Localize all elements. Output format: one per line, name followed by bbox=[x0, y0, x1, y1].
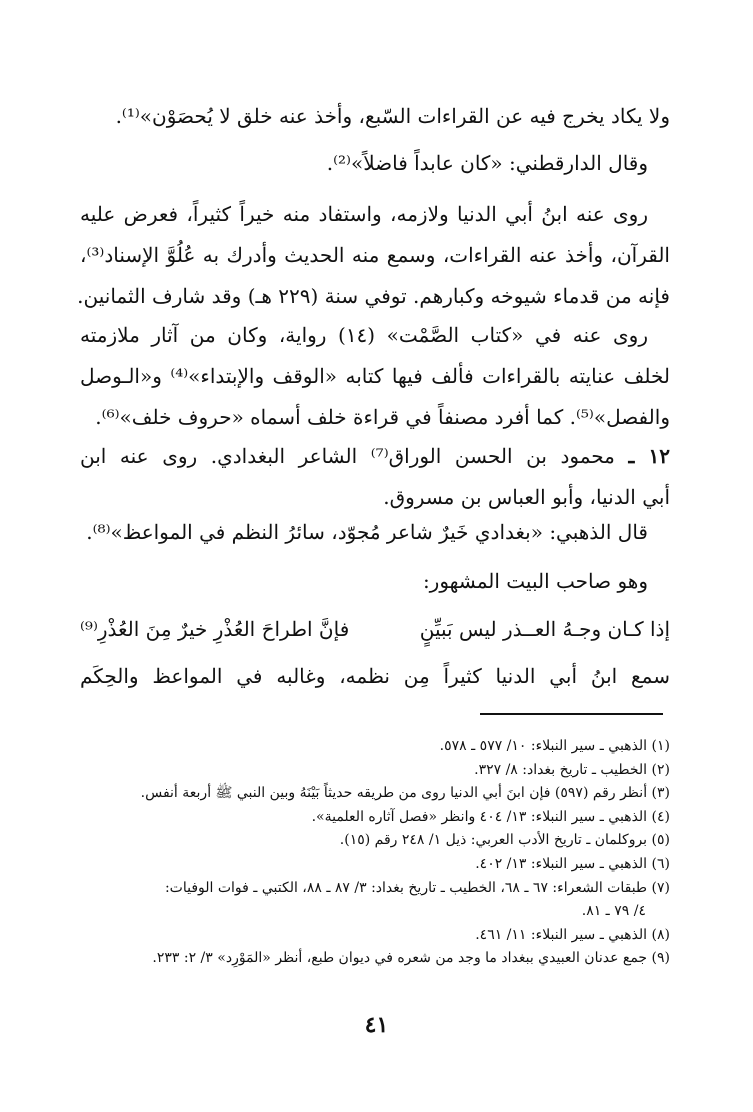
text-line: فإنه من قدماء شيوخه وكبارهم. توفي سنة (٢٢٩ هـ) وقد شارف الثمانين. bbox=[77, 284, 670, 308]
text-line: روى عنه ابنُ أبي الدنيا ولازمه، واستفاد منه خيراً كثيراً، فعرض عليه bbox=[80, 202, 648, 226]
text-line: وقال الدارقطني: «كان عابداً فاضلاً»⁽²⁾. bbox=[326, 151, 648, 175]
paragraph-1 bbox=[80, 96, 670, 137]
verse-second-hemistich: فإنَّ اطراحَ العُذْرِ خيرٌ مِنَ العُذْرِ⁽⁹⁾ bbox=[80, 617, 350, 641]
text-line: وهو صاحب البيت المشهور: bbox=[422, 569, 648, 593]
text-line: أبي الدنيا، وأبو العباس بن مسروق. bbox=[383, 485, 670, 509]
footnote-9: (٩) جمع عدنان العبيدي ببغداد ما وجد من شعره في ديوان طبع، أنظر «المَوْرِد» ٣/ ٢: ٢٣٣. bbox=[152, 950, 670, 967]
paragraph-4 bbox=[80, 315, 670, 438]
text-line: القرآن، وأخذ عنه القراءات، وسمع منه الحديث وأدرك به عُلُوَّ الإسناد⁽³⁾، bbox=[80, 243, 670, 267]
paragraph-7 bbox=[80, 561, 670, 602]
poem-verse bbox=[80, 609, 670, 650]
footnote-4: (٤) الذهبي ـ سير النبلاء: ١٣/ ٤٠٤ وانظر «فصل آثاره العلمية». bbox=[311, 808, 670, 825]
text-line: قال الذهبي: «بغدادي خَيرٌ شاعر مُجوّد، سائرُ النظم في المواعظ»⁽⁸⁾. bbox=[86, 520, 648, 544]
paragraph-3 bbox=[77, 194, 670, 317]
footnote-5: (٥) بروكلمان ـ تاريخ الأدب العربي: ذيل ١/ ٢٤٨ رقم (١٥). bbox=[339, 832, 670, 849]
text-line: ولا يكاد يخرج فيه عن القراءات السّبع، وأخذ عنه خلق لا يُحصَوْن»⁽¹⁾. bbox=[115, 104, 670, 128]
footnote-7-continuation: ٤/ ٧٩ ـ ٨١. bbox=[581, 903, 646, 920]
footnote-6: (٦) الذهبي ـ سير النبلاء: ١٣/ ٤٠٢. bbox=[475, 855, 670, 872]
text-line: والفصل»⁽⁵⁾. كما أفرد مصنفاً في قراءة خلف أسماه «حروف خلف»⁽⁶⁾. bbox=[95, 405, 670, 429]
footnote-7 bbox=[70, 877, 670, 924]
footnote-3: (٣) أنظر رقم (٥٩٧) فإن ابنَ أبي الدنيا روى من طريقه حديثاً بَيْنَهُ وبين النبي ﷺ أربعة أنفس. bbox=[140, 785, 670, 802]
text-line: روى عنه في «كتاب الصَّمْت» (١٤) رواية، وكان من آثار ملازمته bbox=[80, 323, 648, 347]
footnote-1: (١) الذهبي ـ سير النبلاء: ١٠/ ٥٧٧ ـ ٥٧٨. bbox=[439, 738, 670, 754]
text-line: لخلف عنايته بالقراءات فألف فيها كتابه «الوقف والإبتداء»⁽⁴⁾ و«الـوصل bbox=[80, 364, 670, 388]
paragraph-6 bbox=[80, 512, 670, 553]
page-number: ٤١ bbox=[364, 1012, 389, 1038]
verse-first-hemistich: إذا كـان وجـهُ العــذر ليس بَبيِّنٍ bbox=[419, 617, 670, 641]
footnote-7-text: (٧) طبقات الشعراء: ٦٧ ـ ٦٨، الخطيب ـ تاريخ بغداد: ٣/ ٨٧ ـ ٨٨، الكتبي ـ فوات الوفيات: bbox=[164, 879, 670, 896]
footnote-8: (٨) الذهبي ـ سير النبلاء: ١١/ ٤٦١. bbox=[475, 926, 670, 943]
text-line: محمود بن الحسن الوراق⁽⁷⁾ الشاعر البغدادي. روى عنه ابن bbox=[80, 444, 615, 468]
paragraph-2 bbox=[80, 143, 670, 184]
footnotes bbox=[70, 735, 670, 971]
entry-number: ١٢ ـ bbox=[628, 444, 671, 468]
footnote-separator bbox=[480, 713, 663, 715]
footnote-2: (٢) الخطيب ـ تاريخ بغداد: ٨/ ٣٢٧. bbox=[474, 761, 670, 778]
text-line: سمع ابنُ أبي الدنيا كثيراً مِن نظمه، وغالبه في المواعظ والحِكَم bbox=[80, 664, 670, 688]
entry-12 bbox=[80, 436, 670, 518]
paragraph-8 bbox=[80, 656, 670, 697]
